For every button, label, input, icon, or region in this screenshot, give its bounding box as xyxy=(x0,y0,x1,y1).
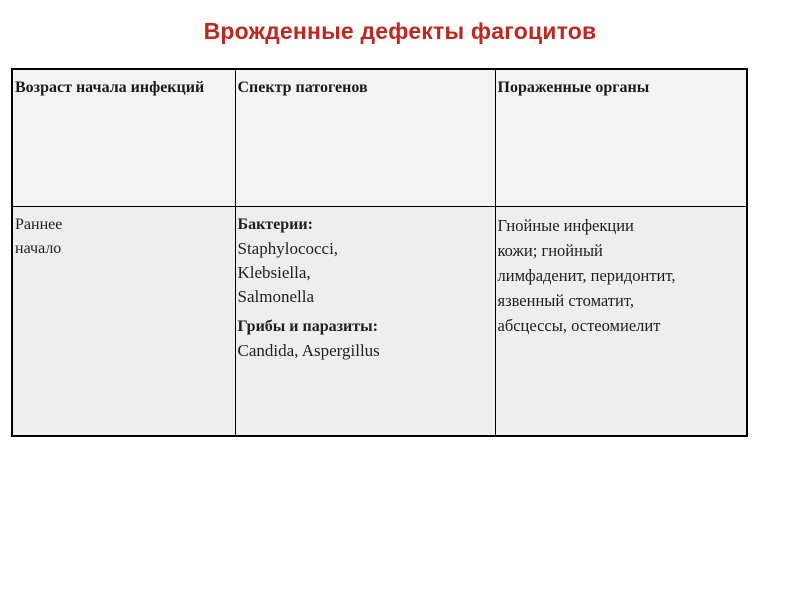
bacteria-label: Бактерии: xyxy=(237,216,313,233)
slide-title: Врожденные дефекты фагоцитов xyxy=(203,18,597,44)
organs-line: язвенный стоматит, xyxy=(497,291,634,310)
table-row xyxy=(12,207,747,437)
age-onset-line: Раннее xyxy=(15,216,63,233)
header-organs xyxy=(495,69,747,207)
header-pathogens-label: Спектр патогенов xyxy=(237,79,368,96)
bacteria-item: Klebsiella, xyxy=(237,263,311,282)
cell-age-onset xyxy=(12,207,235,437)
organs-line: кожи; гнойный xyxy=(497,241,603,260)
header-age-onset-label: Возраст начала инфекций xyxy=(15,79,205,96)
organs-line: лимфаденит, перидонтит, xyxy=(497,266,676,285)
fungi-item: Candida, Aspergillus xyxy=(237,341,380,360)
header-age-onset xyxy=(12,69,235,207)
table-header-row xyxy=(12,69,747,207)
bacteria-item: Salmonella xyxy=(237,287,314,306)
age-onset-line: начало xyxy=(15,240,62,257)
organs-line: абсцессы, остеомиелит xyxy=(497,316,661,335)
header-pathogens xyxy=(235,69,495,207)
cell-organs xyxy=(495,207,747,437)
phagocyte-defects-table xyxy=(11,68,748,437)
bacteria-item: Staphylococci, xyxy=(237,239,339,258)
header-organs-label: Пораженные органы xyxy=(497,79,650,96)
organs-line: Гнойные инфекции xyxy=(497,216,634,235)
cell-pathogens xyxy=(235,207,495,437)
fungi-label: Грибы и паразиты: xyxy=(237,318,378,335)
